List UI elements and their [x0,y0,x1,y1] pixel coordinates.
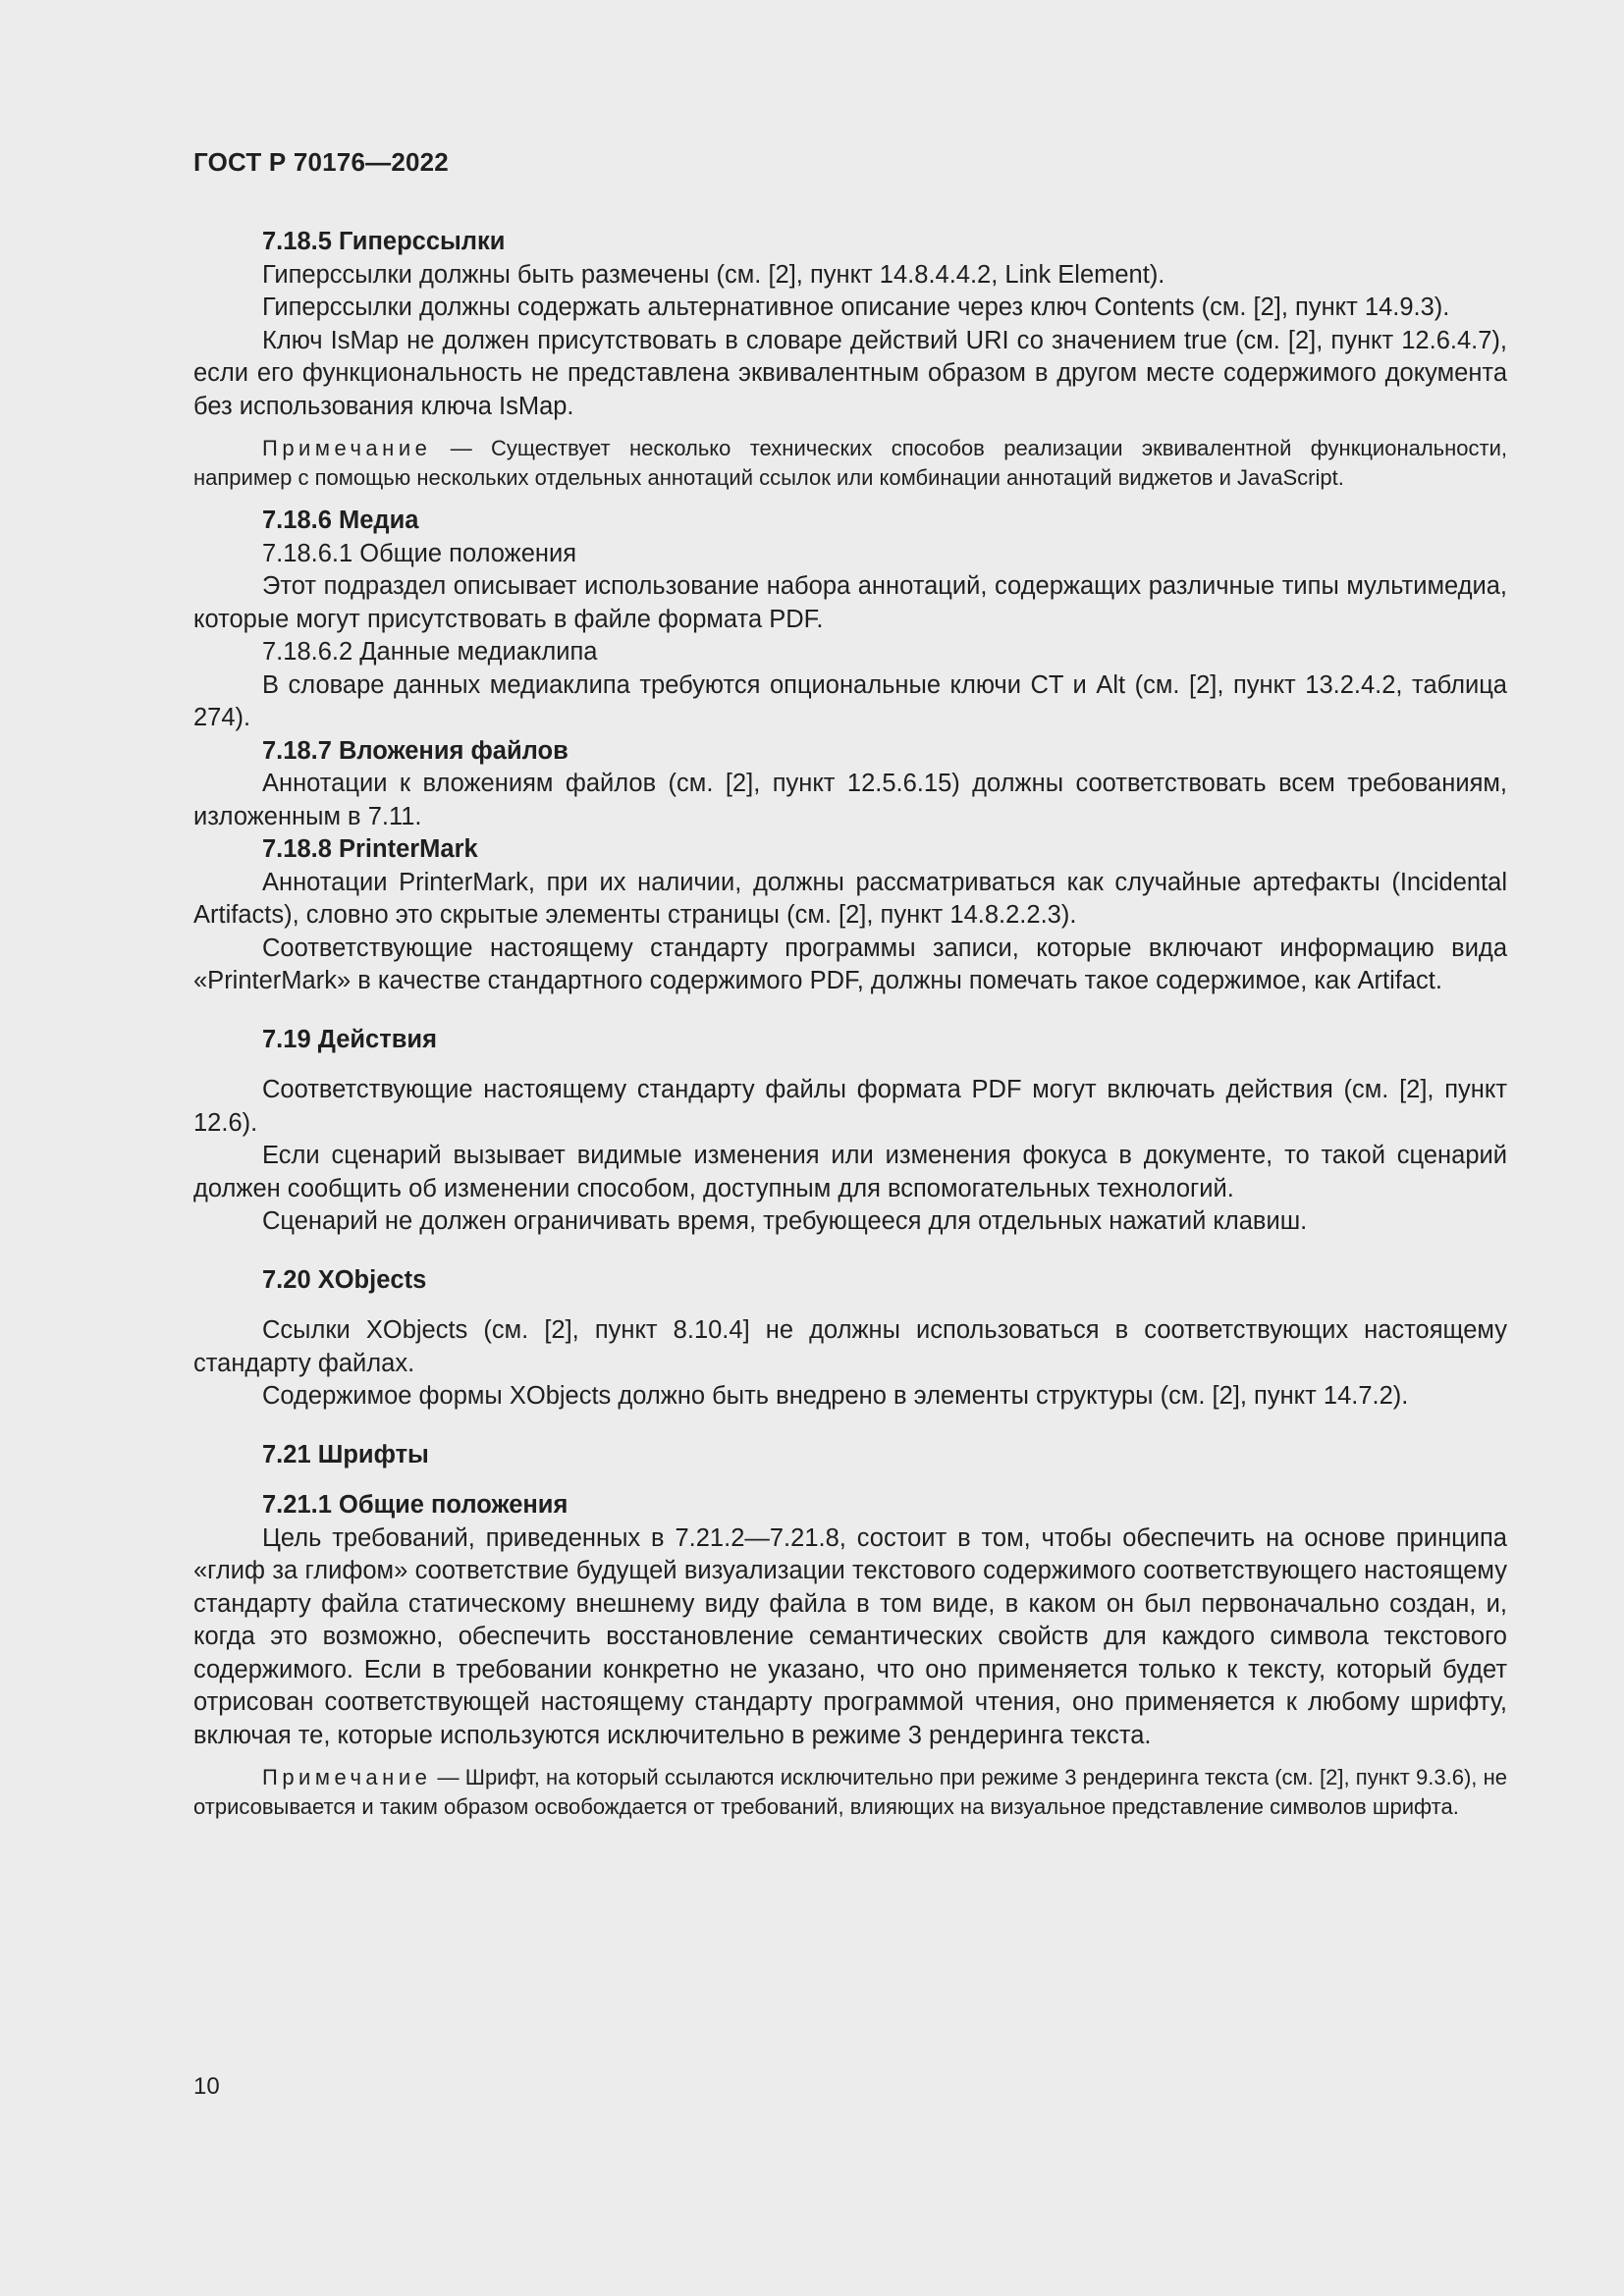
paragraph: Аннотации PrinterMark, при их наличии, должны рассматриваться как случайные артефакты (Incidental Artifacts), словно это скрытые элементы страницы (см. [2], пункт 14.8.2.2.3). [193,868,1507,929]
heading-7-21-1: 7.21.1 Общие положения [262,1491,568,1519]
paragraph: Соответствующие настоящему стандарту программы записи, которые включают информацию вида «PrinterMark» в качестве стандартного содержимого PDF, должны помечать такое содержимое, как Artifact. [193,934,1507,994]
note-label: Примечание [262,436,432,460]
paragraph: Цель требований, приведенных в 7.21.2—7.21.8, состоит в том, чтобы обеспечить на основе принципа «глиф за глифом» соответствие будущей визуализации текстового содержимого соответствующего настоящему стандарту файла статическому внешнему виду файла в том виде, в каком он был первоначально создан, и, когда это возможно, обеспечить восстановление семантических свойств для каждого символа текстового содержимого. Если в требовании конкретно не указано, что оно применяется только к тексту, который будет отрисован соответствующей настоящему стандарту программой чтения, оно применяется к любому шрифту, включая те, которые используются исключительно в режиме 3 рендеринга текста. [193,1523,1507,1749]
paragraph: Этот подраздел описывает использование набора аннотаций, содержащих различные типы мультимедиа, которые могут присутствовать в файле формата PDF. [193,572,1507,633]
heading-7-18-6: 7.18.6 Медиа [262,507,419,534]
subheading-7-18-6-1: 7.18.6.1 Общие положения [262,539,577,567]
paragraph: Содержимое формы XObjects должно быть внедрено в элементы структуры (см. [2], пункт 14.7.2). [262,1382,1409,1410]
paragraph: Ссылки XObjects (см. [2], пункт 8.10.4] не должны использоваться в соответствующих настоящему стандарту файлах. [193,1316,1507,1377]
heading-7-19: 7.19 Действия [262,1025,437,1053]
note-text: — Шрифт, на который ссылаются исключительно при режиме 3 рендеринга текста (см. [2], пункт 9.3.6), не отрисовывается и таким образом освобождается от требований, влияющих на визуальное представление символов шрифта. [193,1765,1507,1819]
paragraph: Сценарий не должен ограничивать время, требующееся для отдельных нажатий клавиш. [262,1207,1308,1235]
heading-7-18-7: 7.18.7 Вложения файлов [262,736,568,765]
paragraph: В словаре данных медиаклипа требуются опциональные ключи CT и Alt (см. [2], пункт 13.2.4.2, таблица 274). [193,670,1507,731]
note-text: — Существует несколько технических способов реализации эквивалентной функциональности, например с помощью нескольких отдельных аннотаций ссылок или комбинации аннотаций виджетов и JavaScript. [193,436,1507,490]
paragraph: Ключ IsMap не должен присутствовать в словаре действий URI со значением true (см. [2], пункт 12.6.4.7), если его функциональность не представлена эквивалентным образом в другом месте содержимого документа без использования ключа IsMap. [193,326,1507,420]
note-7-18-5 [193,434,1507,493]
paragraph: Аннотации к вложениям файлов (см. [2], пункт 12.5.6.15) должны соответствовать всем требованиям, изложенным в 7.11. [193,770,1507,830]
paragraph: Гиперссылки должны содержать альтернативное описание через ключ Contents (см. [2], пункт 14.9.3). [262,294,1450,321]
heading-7-21: 7.21 Шрифты [262,1440,429,1468]
heading-7-18-5: 7.18.5 Гиперссылки [262,228,506,255]
page-header-doc-code: ГОСТ Р 70176—2022 [193,147,449,177]
subheading-7-18-6-2: 7.18.6.2 Данные медиаклипа [262,638,598,666]
paragraph: Если сценарий вызывает видимые изменения или изменения фокуса в документе, то такой сценарий должен сообщить об изменении способом, доступным для вспомогательных технологий. [193,1142,1507,1202]
heading-7-18-8: 7.18.8 PrinterMark [262,835,478,863]
heading-7-20: 7.20 XObjects [262,1265,427,1294]
paragraph: Соответствующие настоящему стандарту файлы формата PDF могут включать действия (см. [2], пункт 12.6). [193,1076,1507,1137]
note-label: Примечание [262,1765,432,1789]
paragraph: Гиперссылки должны быть размечены (см. [2], пункт 14.8.4.4.2, Link Element). [262,260,1165,289]
note-7-21-1 [193,1763,1507,1822]
page-content [193,226,1507,1834]
page-number: 10 [193,2073,220,2100]
